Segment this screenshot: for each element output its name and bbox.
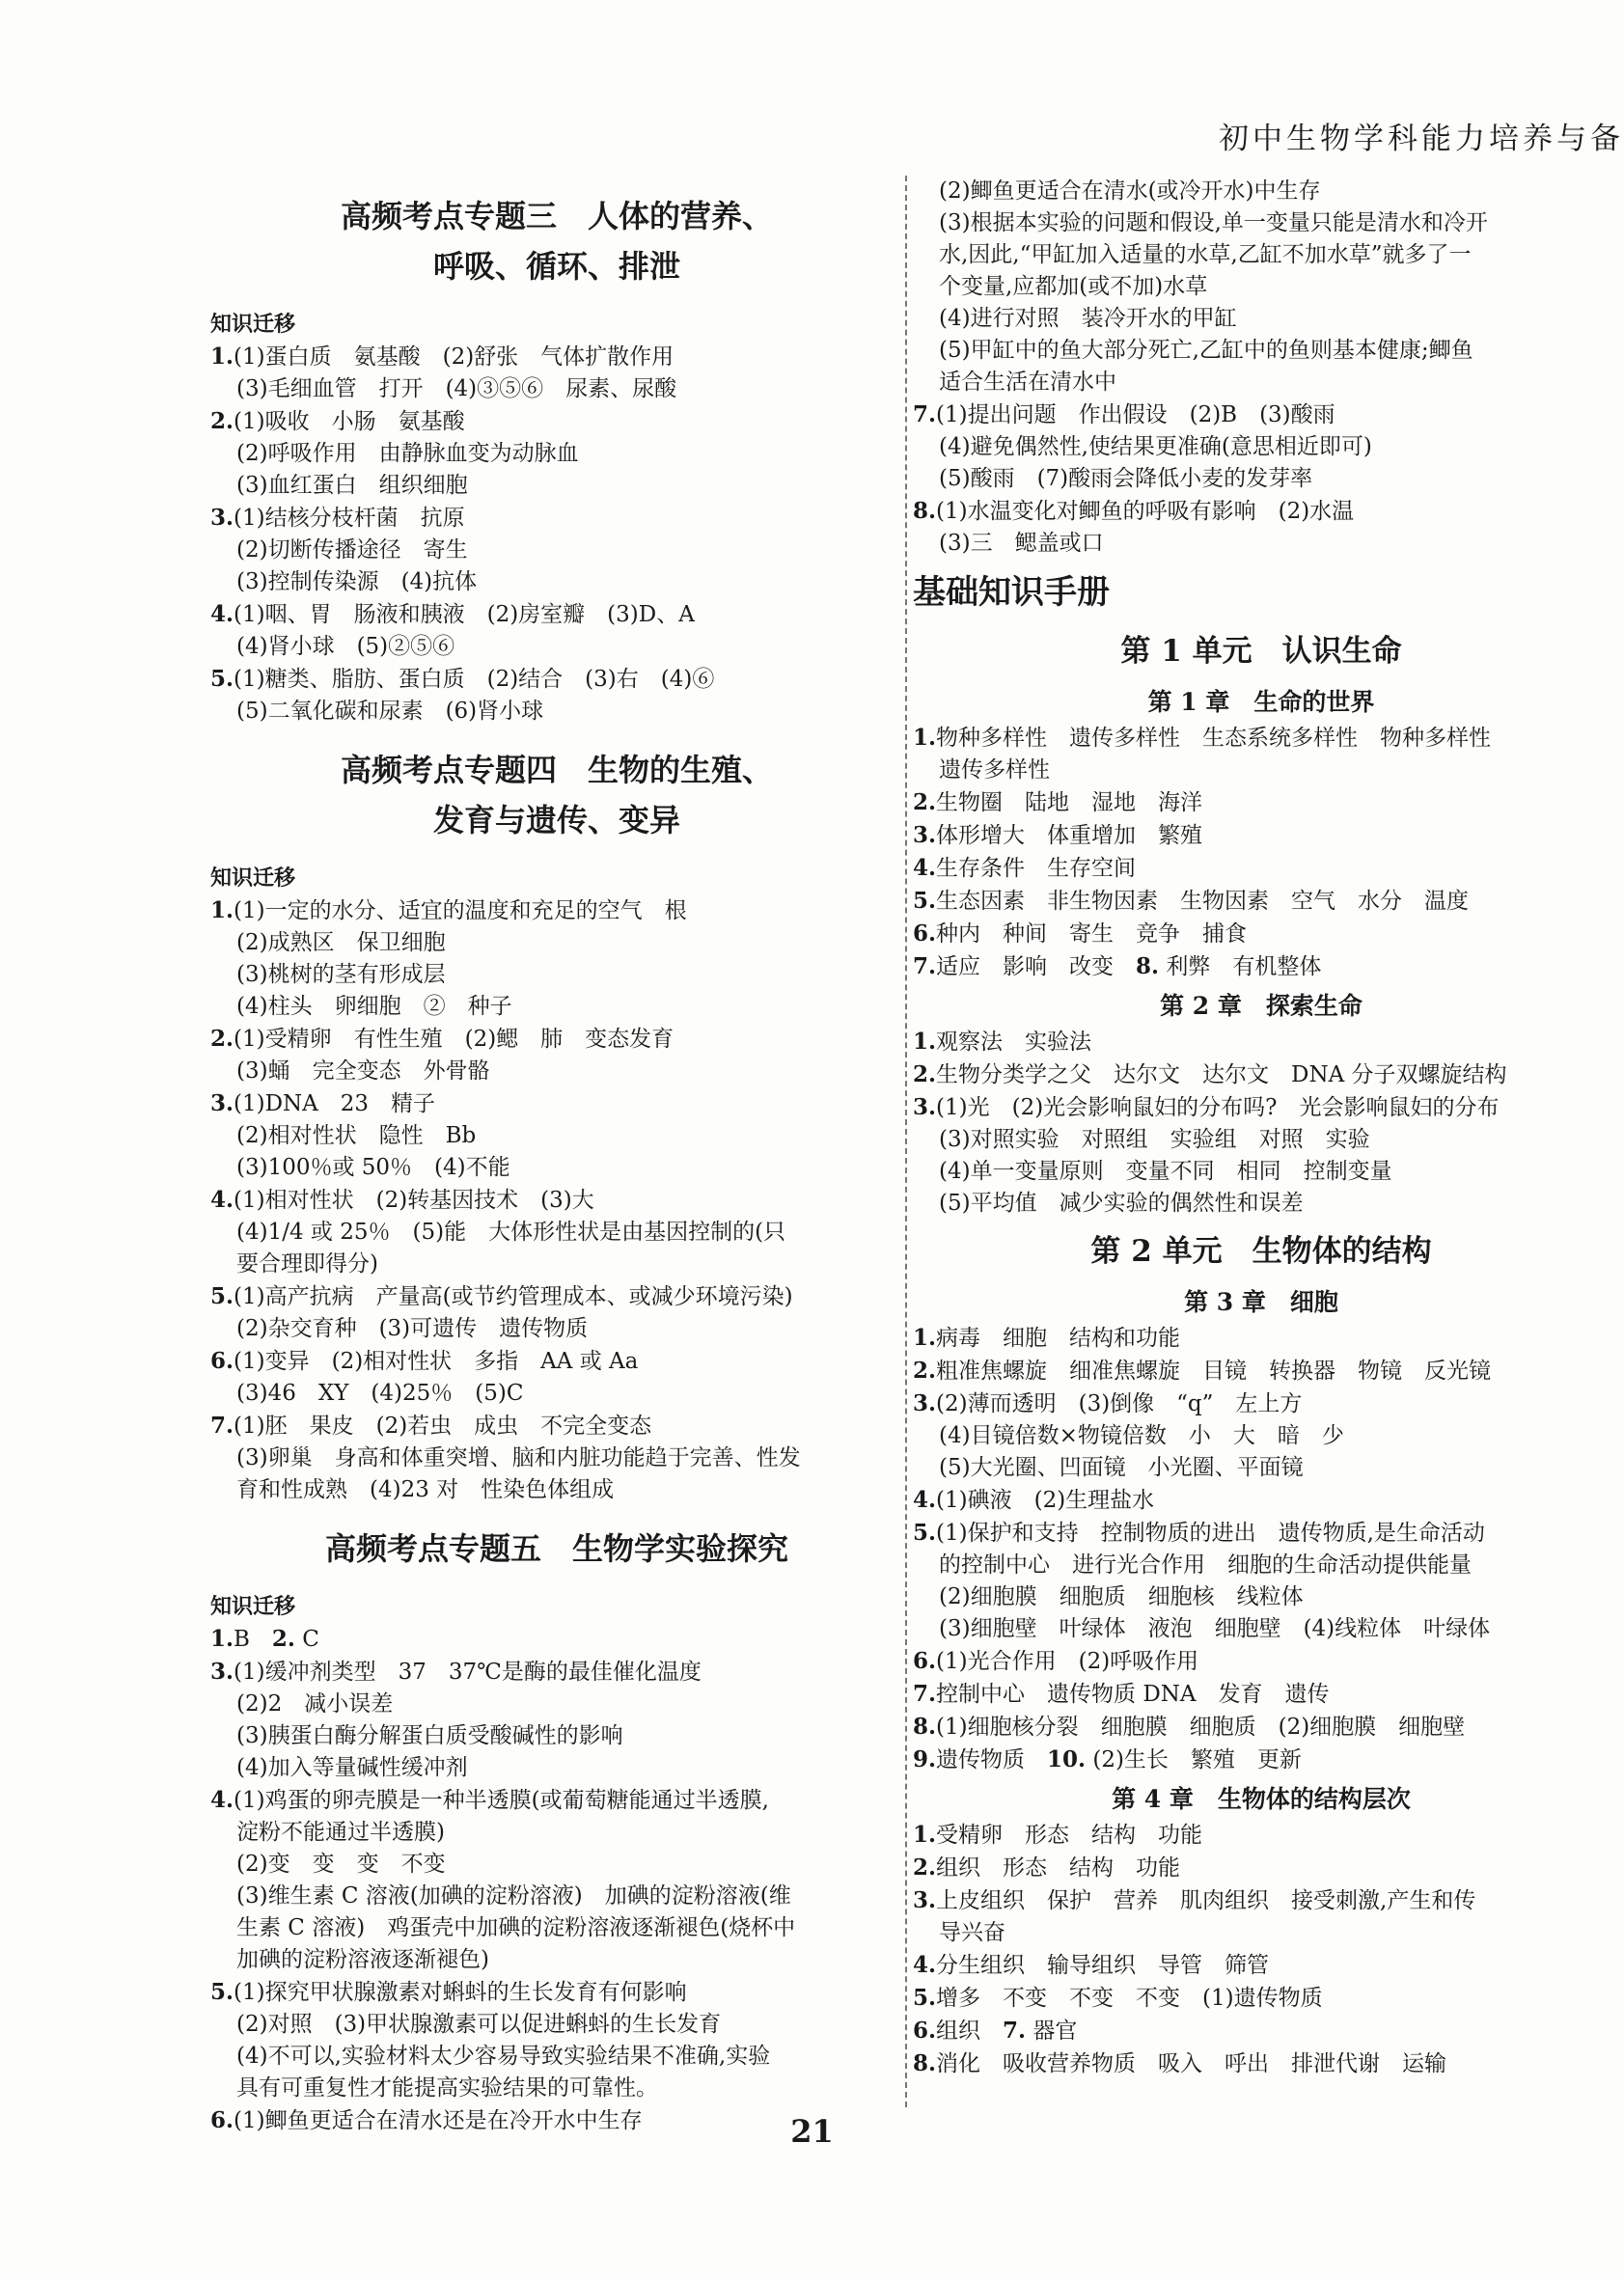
running-head: 初中生物学科能力培养与备	[1219, 122, 1624, 156]
chapter-title	[913, 1283, 1610, 1322]
line-text: 淀粉不能通过半透膜)	[236, 1820, 445, 1845]
chapter-title	[913, 1780, 1610, 1819]
line-text: (2)对照 (3)甲状腺激素可以促进蝌蚪的生长发育	[236, 2012, 722, 2037]
question-number: 1.	[210, 343, 234, 370]
line-text: 遗传多样性	[939, 757, 1050, 783]
question-number: 7.	[913, 401, 937, 427]
answer-line	[913, 950, 1610, 983]
line-text: (5)大光圈、凹面镜 小光圈、平面镜	[939, 1455, 1304, 1480]
answer-line	[210, 991, 903, 1023]
line-text: (3)控制传染源 (4)抗体	[236, 569, 478, 594]
line-text: 体形增大 体重增加 繁殖	[936, 823, 1203, 848]
line-text: 高频考点专题三 人体的营养、	[340, 198, 773, 234]
answer-line	[210, 1313, 903, 1345]
answer-line	[913, 1452, 1610, 1484]
question-number: 1.	[913, 1325, 937, 1351]
question-number: 4.	[210, 1187, 234, 1213]
section-label	[210, 1591, 903, 1623]
line-text: 第 4 章 生物体的结构层次	[1112, 1785, 1411, 1813]
answer-line	[210, 1976, 903, 2009]
line-text: 生物分类学之父 达尔文 达尔文 DNA 分子双螺旋结构	[936, 1062, 1507, 1087]
answer-line	[210, 1087, 903, 1120]
answer-line	[913, 1058, 1610, 1091]
answer-line	[913, 722, 1610, 755]
line-text: B 2. C	[234, 1626, 319, 1652]
line-text: 第 2 单元 生物体的结构	[1090, 1234, 1432, 1269]
line-text: (1)水温变化对鲫鱼的呼吸有影响 (2)水温	[936, 499, 1355, 524]
answer-line	[210, 1410, 903, 1442]
line-text: (1)咽、胃 肠液和胰液 (2)房室瓣 (3)D、A	[234, 602, 695, 627]
answer-line	[913, 1188, 1610, 1220]
line-text: (5)二氧化碳和尿素 (6)肾小球	[236, 699, 544, 724]
right-column	[913, 176, 1610, 2080]
line-text: 第 2 章 探索生命	[1160, 992, 1363, 1020]
line-text: (2)成熟区 保卫细胞	[236, 930, 446, 955]
line-text: (3)三 鳃盖或口	[939, 531, 1104, 556]
chapter-title	[913, 683, 1610, 722]
line-text: 分生组织 输导组织 导管 筛管	[936, 1953, 1270, 1978]
answer-line	[210, 1784, 903, 1817]
line-text: (1)相对性状 (2)转基因技术 (3)大	[234, 1188, 594, 1213]
line-text: 知识迁移	[210, 1594, 296, 1619]
answer-line	[913, 1484, 1610, 1517]
answer-line	[210, 598, 903, 631]
answer-line	[913, 1420, 1610, 1452]
question-number: 6.	[913, 1648, 937, 1674]
question-number: 3.	[210, 505, 234, 531]
line-text: (4)肾小球 (5)②⑤⑥	[236, 634, 455, 659]
line-text: (2)呼吸作用 由静脉血变为动脉血	[236, 441, 579, 466]
line-text: (3)对照实验 对照组 实验组 对照 实验	[939, 1127, 1370, 1152]
answer-line	[913, 1156, 1610, 1188]
question-number: 5.	[913, 1985, 937, 2011]
answer-line	[210, 1817, 903, 1849]
section-label	[210, 863, 903, 894]
question-number: 8.	[913, 498, 937, 524]
line-text: 要合理即得分)	[236, 1251, 378, 1277]
line-text: (3)桃树的茎有形成层	[236, 962, 446, 987]
line-text: (5)平均值 减少实验的偶然性和误差	[939, 1191, 1304, 1216]
answer-line	[210, 663, 903, 696]
line-text: 知识迁移	[210, 312, 296, 337]
answer-line	[210, 2073, 903, 2104]
line-text: 适合生活在清水中	[939, 370, 1116, 395]
question-number: 2.	[913, 1061, 937, 1087]
question-number: 2.	[913, 789, 937, 815]
answer-line	[913, 2015, 1610, 2047]
line-text: 个变量,应都加(或不加)水草	[939, 274, 1208, 299]
section-title	[210, 1524, 903, 1574]
question-number: 3.	[913, 1094, 937, 1120]
answer-line	[913, 1949, 1610, 1982]
answer-line	[913, 1517, 1610, 1550]
question-number: 8.	[913, 2050, 937, 2076]
line-text: (1)鸡蛋的卵壳膜是一种半透膜(或葡萄糖能通过半透膜,	[234, 1788, 769, 1813]
line-text: 生素 C 溶液) 鸡蛋壳中加碘的淀粉溶液逐渐褪色(烧杯中	[236, 1915, 796, 1940]
line-text: 消化 吸收营养物质 吸入 呼出 排泄代谢 运输	[936, 2051, 1447, 2076]
answer-line	[913, 819, 1610, 852]
question-number: 3.	[210, 1090, 234, 1116]
line-text: (1)细胞核分裂 细胞膜 细胞质 (2)细胞膜 细胞壁	[936, 1715, 1466, 1740]
line-text: (1)鲫鱼更适合在清水还是在冷开水中生存	[234, 2108, 643, 2133]
line-text: 加碘的淀粉溶液逐渐褪色)	[236, 1947, 489, 1972]
line-text: (1)高产抗病 产量高(或节约管理成本、或减少环境污染)	[234, 1284, 793, 1309]
line-text: (3)蛹 完全变态 外骨骼	[236, 1058, 490, 1084]
question-number: 6.	[913, 2018, 937, 2044]
answer-line	[210, 927, 903, 959]
answer-line	[210, 1752, 903, 1784]
answer-line	[210, 1152, 903, 1184]
line-text: (1)蛋白质 氨基酸 (2)舒张 气体扩散作用	[234, 344, 674, 370]
line-text: 物种多样性 遗传多样性 生态系统多样性 物种多样性	[936, 726, 1492, 751]
line-text: 第 3 章 细胞	[1184, 1288, 1338, 1316]
line-text: (3)毛细血管 打开 (4)③⑤⑥ 尿素、尿酸	[236, 376, 677, 401]
question-number: 5.	[210, 1979, 234, 2005]
line-text: (2)2 减小误差	[236, 1691, 394, 1717]
question-number: 9.	[913, 1746, 937, 1772]
page-number: 21	[790, 2113, 834, 2150]
line-text: 增多 不变 不变 不变 (1)遗传物质	[936, 1986, 1323, 2011]
line-text: (3)卵巢 身高和体重突增、脑和内脏功能趋于完善、性发	[236, 1445, 801, 1470]
line-text: (1)提出问题 作出假设 (2)B (3)酸雨	[936, 402, 1335, 427]
line-text: 水,因此,“甲缸加入适量的水草,乙缸不加水草”就多了一	[939, 242, 1472, 267]
line-text: (2)切断传播途径 寄生	[236, 537, 468, 563]
answer-line	[913, 2047, 1610, 2080]
answer-line	[913, 1355, 1610, 1387]
question-number: 6.	[210, 1348, 234, 1374]
answer-line	[913, 239, 1610, 271]
line-text: 受精卵 形态 结构 功能	[936, 1823, 1203, 1848]
line-text: 适应 影响 改变 8. 利弊 有机整体	[936, 953, 1322, 979]
question-number: 7.	[913, 953, 937, 979]
line-text: (1)碘液 (2)生理盐水	[936, 1488, 1155, 1513]
answer-line	[210, 1120, 903, 1152]
answer-line	[913, 1124, 1610, 1156]
answer-line	[913, 207, 1610, 239]
answer-line	[913, 1613, 1610, 1645]
line-text: (1)胚 果皮 (2)若虫 成虫 不完全变态	[234, 1414, 652, 1439]
line-text: 遗传物质 10. (2)生长 繁殖 更新	[936, 1746, 1302, 1772]
answer-line	[210, 1944, 903, 1976]
question-number: 3.	[913, 822, 937, 848]
line-text: (3)46 XY (4)25％ (5)C	[236, 1381, 524, 1406]
answer-line	[913, 463, 1610, 495]
answer-line	[913, 1091, 1610, 1124]
line-text: 的控制中心 进行光合作用 细胞的生命活动提供能量	[939, 1552, 1472, 1578]
answer-line	[913, 1645, 1610, 1678]
answer-line	[913, 398, 1610, 431]
line-text: (4)目镜倍数×物镜倍数 小 大 暗 少	[939, 1423, 1344, 1448]
line-text: (3)胰蛋白酶分解蛋白质受酸碱性的影响	[236, 1723, 623, 1748]
question-number: 1.	[210, 1626, 234, 1652]
answer-line	[913, 528, 1610, 560]
question-number: 5.	[210, 1283, 234, 1309]
question-number: 2.	[913, 1854, 937, 1881]
answer-line	[913, 495, 1610, 528]
section-title	[210, 795, 903, 845]
line-text: (3)100％或 50％ (4)不能	[236, 1155, 510, 1180]
question-number: 4.	[913, 855, 937, 881]
line-text: (1)结核分枝杆菌 抗原	[234, 506, 465, 531]
answer-line	[210, 1689, 903, 1720]
line-text: (3)根据本实验的问题和假设,单一变量只能是清水和冷开	[939, 210, 1488, 235]
answer-line	[913, 431, 1610, 463]
line-text: (2)杂交育种 (3)可遗传 遗传物质	[236, 1316, 589, 1341]
line-text: (1)糖类、脂肪、蛋白质 (2)结合 (3)右 (4)⑥	[234, 667, 715, 692]
question-number: 6.	[913, 920, 937, 947]
question-number: 1.	[210, 897, 234, 923]
line-text: (1)DNA 23 精子	[234, 1091, 436, 1116]
answer-line	[210, 1184, 903, 1217]
line-text: (3)细胞壁 叶绿体 液泡 细胞壁 (4)线粒体 叶绿体	[939, 1616, 1491, 1641]
answer-line	[913, 335, 1610, 367]
question-number: 5.	[913, 888, 937, 914]
answer-line	[210, 502, 903, 535]
answer-line	[913, 303, 1610, 335]
answer-line	[913, 1678, 1610, 1711]
answer-line	[210, 1378, 903, 1410]
line-text: 生物圈 陆地 湿地 海洋	[936, 790, 1203, 815]
answer-line	[913, 885, 1610, 918]
line-text: (1)保护和支持 控制物质的进出 遗传物质,是生命活动	[936, 1521, 1485, 1546]
line-text: (2)鲫鱼更适合在清水(或冷开水)中生存	[939, 179, 1321, 204]
answer-line	[210, 2041, 903, 2073]
answer-line	[913, 1982, 1610, 2015]
left-column	[210, 176, 903, 2137]
line-text: (1)变异 (2)相对性状 多指 AA 或 Aa	[234, 1349, 639, 1374]
line-text: 生存条件 生存空间	[936, 856, 1137, 881]
answer-line	[210, 1656, 903, 1689]
line-text: 第 1 章 生命的世界	[1147, 688, 1375, 716]
line-text: (4)不可以,实验材料太少容易导致实验结果不准确,实验	[236, 2044, 771, 2069]
line-text: 组织 形态 结构 功能	[936, 1855, 1181, 1881]
answer-line	[210, 1720, 903, 1752]
section-title	[210, 191, 903, 241]
answer-line	[913, 1744, 1610, 1776]
line-text: (1)吸收 小肠 氨基酸	[234, 409, 465, 434]
answer-line	[210, 566, 903, 598]
answer-line	[913, 367, 1610, 398]
answer-line	[210, 438, 903, 470]
manual-title	[913, 565, 1610, 619]
line-text: 具有可重复性才能提高实验结果的可靠性。	[236, 2075, 658, 2101]
answer-line	[210, 1849, 903, 1881]
line-text: (1)受精卵 有性生殖 (2)鳃 肺 变态发育	[234, 1027, 674, 1052]
answer-line	[210, 696, 903, 728]
question-number: 8.	[913, 1714, 937, 1740]
line-text: (4)进行对照 装冷开水的甲缸	[939, 306, 1237, 331]
line-text: (2)变 变 变 不变	[236, 1852, 446, 1877]
answer-line	[210, 894, 903, 927]
unit-title	[913, 625, 1610, 677]
question-number: 7.	[210, 1413, 234, 1439]
line-text: 生态因素 非生物因素 生物因素 空气 水分 温度	[936, 889, 1470, 914]
question-number: 2.	[913, 1358, 937, 1384]
question-number: 5.	[913, 1520, 937, 1546]
answer-line	[210, 1217, 903, 1249]
answer-line	[913, 1852, 1610, 1884]
line-text: (2)细胞膜 细胞质 细胞核 线粒体	[939, 1584, 1304, 1609]
line-text: 上皮组织 保护 营养 肌肉组织 接受刺激,产生和传	[936, 1888, 1476, 1913]
answer-line	[913, 1581, 1610, 1613]
answer-line	[210, 1023, 903, 1056]
line-text: 发育与遗传、变异	[432, 802, 680, 838]
answer-line	[913, 755, 1610, 786]
answer-line	[210, 373, 903, 405]
question-number: 3.	[210, 1659, 234, 1685]
line-text: (4)避免偶然性,使结果更准确(意思相近即可)	[939, 434, 1372, 459]
line-text: (4)加入等量碱性缓冲剂	[236, 1755, 468, 1780]
answer-line	[913, 1322, 1610, 1355]
question-number: 1.	[913, 1822, 937, 1848]
line-text: 种内 种间 寄生 竞争 捕食	[936, 921, 1248, 947]
line-text: (3)血红蛋白 组织细胞	[236, 473, 468, 498]
question-number: 3.	[913, 1887, 937, 1913]
line-text: 粗准焦螺旋 细准焦螺旋 目镜 转换器 物镜 反光镜	[936, 1359, 1492, 1384]
line-text: 育和性成熟 (4)23 对 性染色体组成	[236, 1477, 615, 1502]
line-text: 控制中心 遗传物质 DNA 发育 遗传	[936, 1682, 1330, 1707]
answer-line	[913, 1819, 1610, 1852]
line-text: 知识迁移	[210, 865, 296, 891]
answer-line	[210, 1345, 903, 1378]
line-text: 高频考点专题五 生物学实验探究	[324, 1530, 788, 1567]
line-text: (4)单一变量原则 变量不同 相同 控制变量	[939, 1159, 1392, 1184]
answer-line	[210, 405, 903, 438]
answer-line	[210, 535, 903, 566]
line-text: 组织 7. 器官	[936, 2018, 1078, 2044]
question-number: 3.	[913, 1390, 937, 1416]
line-text: (1)一定的水分、适宜的温度和充足的空气 根	[234, 898, 687, 923]
answer-line	[210, 1474, 903, 1506]
question-number: 5.	[210, 666, 234, 692]
question-number: 4.	[210, 601, 234, 627]
line-text: (4)1/4 或 25％ (5)能 大体形性状是由基因控制的(只	[236, 1220, 786, 1245]
question-number: 7.	[913, 1681, 937, 1707]
line-text: (2)薄而透明 (3)倒像 “q” 左上方	[936, 1391, 1303, 1416]
line-text: (1)探究甲状腺激素对蝌蚪的生长发育有何影响	[234, 1980, 687, 2005]
answer-line	[913, 852, 1610, 885]
question-number: 1.	[913, 725, 937, 751]
answer-line	[210, 1442, 903, 1474]
section-title	[210, 241, 903, 291]
answer-line	[913, 1387, 1610, 1420]
line-text: 第 1 单元 认识生命	[1120, 634, 1402, 669]
question-number: 2.	[210, 408, 234, 434]
question-number: 4.	[210, 1787, 234, 1813]
answer-line	[913, 918, 1610, 950]
line-text: (1)光合作用 (2)呼吸作用	[936, 1649, 1199, 1674]
line-text: (4)柱头 卵细胞 ② 种子	[236, 994, 512, 1019]
answer-line	[210, 1623, 903, 1656]
answer-line	[210, 1912, 903, 1944]
column-divider	[905, 176, 907, 2107]
answer-line	[210, 1056, 903, 1087]
line-text: 高频考点专题四 生物的生殖、	[340, 752, 773, 788]
line-text: 导兴奋	[939, 1920, 1005, 1945]
question-number: 4.	[913, 1952, 937, 1978]
answer-line	[210, 341, 903, 373]
answer-line	[210, 959, 903, 991]
section-title	[210, 745, 903, 795]
answer-line	[913, 176, 1610, 207]
answer-line	[210, 2009, 903, 2041]
question-number: 1.	[913, 1029, 937, 1055]
answer-line	[210, 631, 903, 663]
unit-title	[913, 1225, 1610, 1277]
answer-line	[913, 271, 1610, 303]
line-text: (1)光 (2)光会影响鼠妇的分布吗? 光会影响鼠妇的分布	[936, 1095, 1500, 1120]
chapter-title	[913, 987, 1610, 1026]
answer-line	[210, 1280, 903, 1313]
answer-line	[913, 1917, 1610, 1949]
line-text: (3)维生素 C 溶液(加碘的淀粉溶液) 加碘的淀粉溶液(维	[236, 1883, 791, 1909]
line-text: 呼吸、循环、排泄	[432, 248, 680, 285]
question-number: 4.	[913, 1487, 937, 1513]
line-text: (1)缓冲剂类型 37 37℃是酶的最佳催化温度	[234, 1660, 702, 1685]
answer-line	[913, 1711, 1610, 1744]
answer-line	[913, 1550, 1610, 1581]
answer-line	[913, 1026, 1610, 1058]
answer-line	[210, 470, 903, 502]
line-text: 观察法 实验法	[936, 1030, 1092, 1055]
line-text: (5)甲缸中的鱼大部分死亡,乙缸中的鱼则基本健康;鲫鱼	[939, 338, 1473, 363]
answer-line	[913, 786, 1610, 819]
question-number: 6.	[210, 2107, 234, 2133]
answer-line	[913, 1884, 1610, 1917]
question-number: 2.	[210, 1026, 234, 1052]
line-text: 病毒 细胞 结构和功能	[936, 1326, 1181, 1351]
answer-line	[210, 1881, 903, 1912]
line-text: 基础知识手册	[913, 573, 1110, 612]
answer-line	[210, 1249, 903, 1280]
section-label	[210, 309, 903, 341]
line-text: (2)相对性状 隐性 Bb	[236, 1123, 477, 1148]
line-text: (5)酸雨 (7)酸雨会降低小麦的发芽率	[939, 466, 1313, 491]
